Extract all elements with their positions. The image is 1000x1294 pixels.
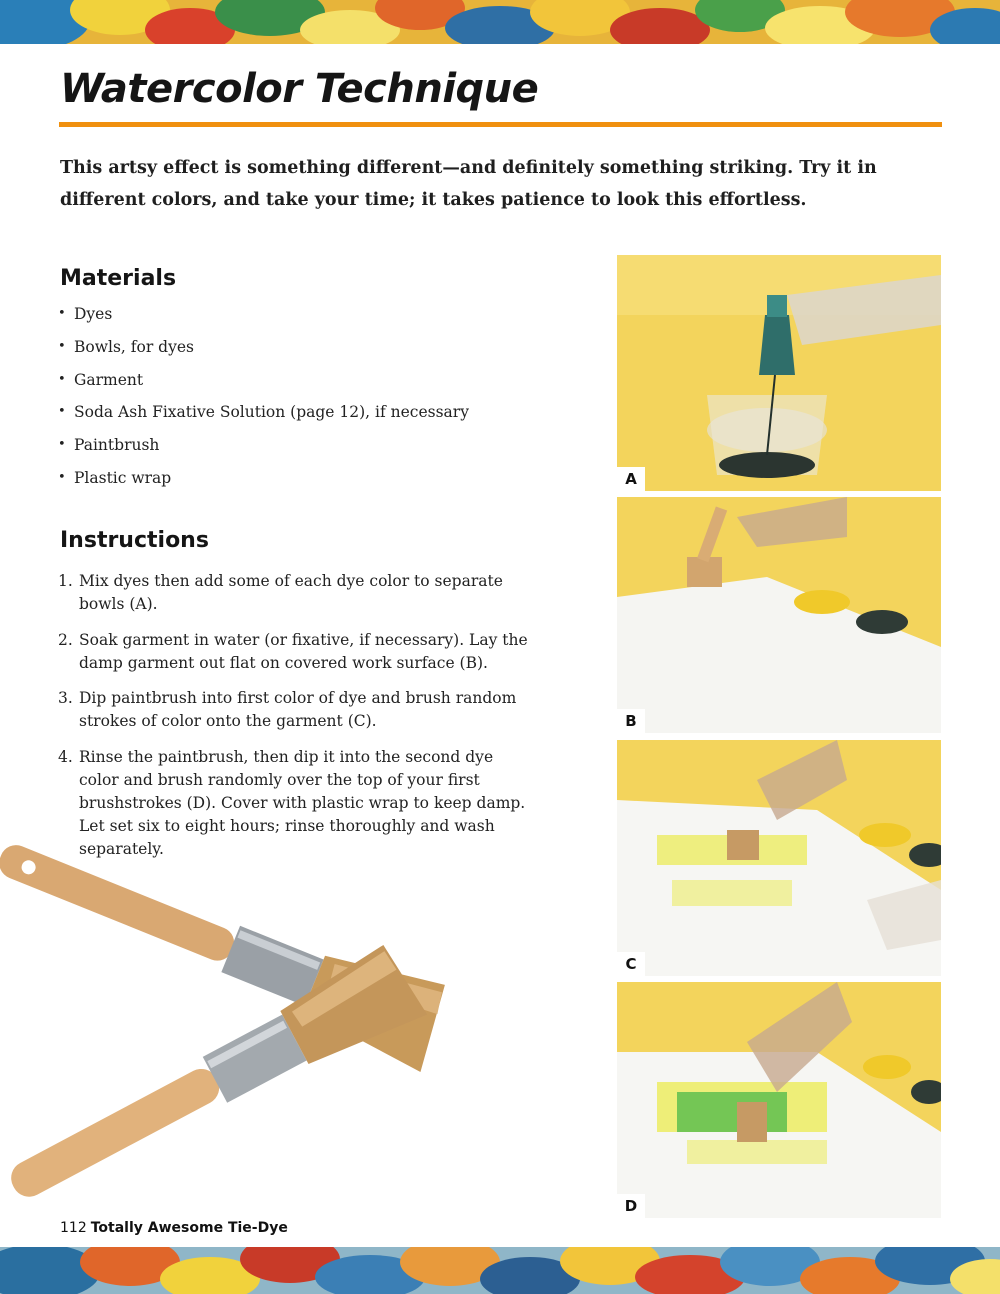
list-item: • Paintbrush: [58, 436, 160, 455]
instructions-heading: Instructions: [60, 528, 209, 553]
step-item: 3. Dip paintbrush into first color of dye and brush random strokes of color onto the garment (C).: [58, 689, 517, 730]
page-number: 112: [60, 1220, 87, 1236]
photo-label-b: B: [617, 709, 645, 733]
photo-label-d: D: [617, 1194, 645, 1218]
photo-label-c: C: [617, 952, 645, 976]
intro-paragraph: This artsy effect is something different—and definitely something striking. Try it in different colors, and take your time; it takes patience to look this effortless.: [60, 158, 877, 210]
page-title: Watercolor Technique: [60, 66, 539, 112]
title-divider: [59, 122, 942, 127]
book-title: Totally Awesome Tie-Dye: [90, 1220, 288, 1236]
materials-list: [56, 303, 576, 500]
photo-label-a: A: [617, 467, 645, 491]
list-item: • Plastic wrap: [58, 468, 172, 487]
bullet-icon: •: [58, 306, 66, 321]
step-item: 2. Soak garment in water (or fixative, if necessary). Lay the damp garment out flat on covered work surface (B).: [58, 630, 528, 672]
list-item: • Soda Ash Fixative Solution (page 12), if necessary: [58, 403, 469, 422]
list-item: • Dyes: [58, 305, 113, 323]
bullet-icon: •: [58, 437, 66, 453]
page-footer: [60, 1220, 288, 1236]
photo-d: [617, 982, 941, 1218]
step-item: 1. Mix dyes then add some of each dye color to separate bowls (A).: [58, 572, 503, 613]
photo-c: [617, 740, 941, 976]
photo-b: [617, 497, 941, 733]
bullet-icon: •: [58, 404, 66, 420]
tie-dye-top-band: [0, 0, 1000, 44]
bullet-icon: •: [58, 338, 66, 354]
materials-heading: Materials: [60, 266, 177, 291]
list-item: • Garment: [58, 370, 144, 389]
step-item: 4. Rinse the paintbrush, then dip it into the second dye color and brush randomly over the top of your first brushstrokes (D). Cover with plastic wrap to keep damp. Let set six to eight hours; rinse thoroughly and wash separately.: [58, 747, 526, 858]
bullet-icon: •: [58, 469, 66, 485]
bullet-icon: •: [58, 371, 66, 387]
instructions-list: [56, 570, 536, 873]
paintbrushes-image: [0, 840, 470, 1210]
photo-a: [617, 255, 941, 491]
tie-dye-bottom-band: [0, 1247, 1000, 1294]
list-item: • Bowls, for dyes: [58, 337, 194, 356]
